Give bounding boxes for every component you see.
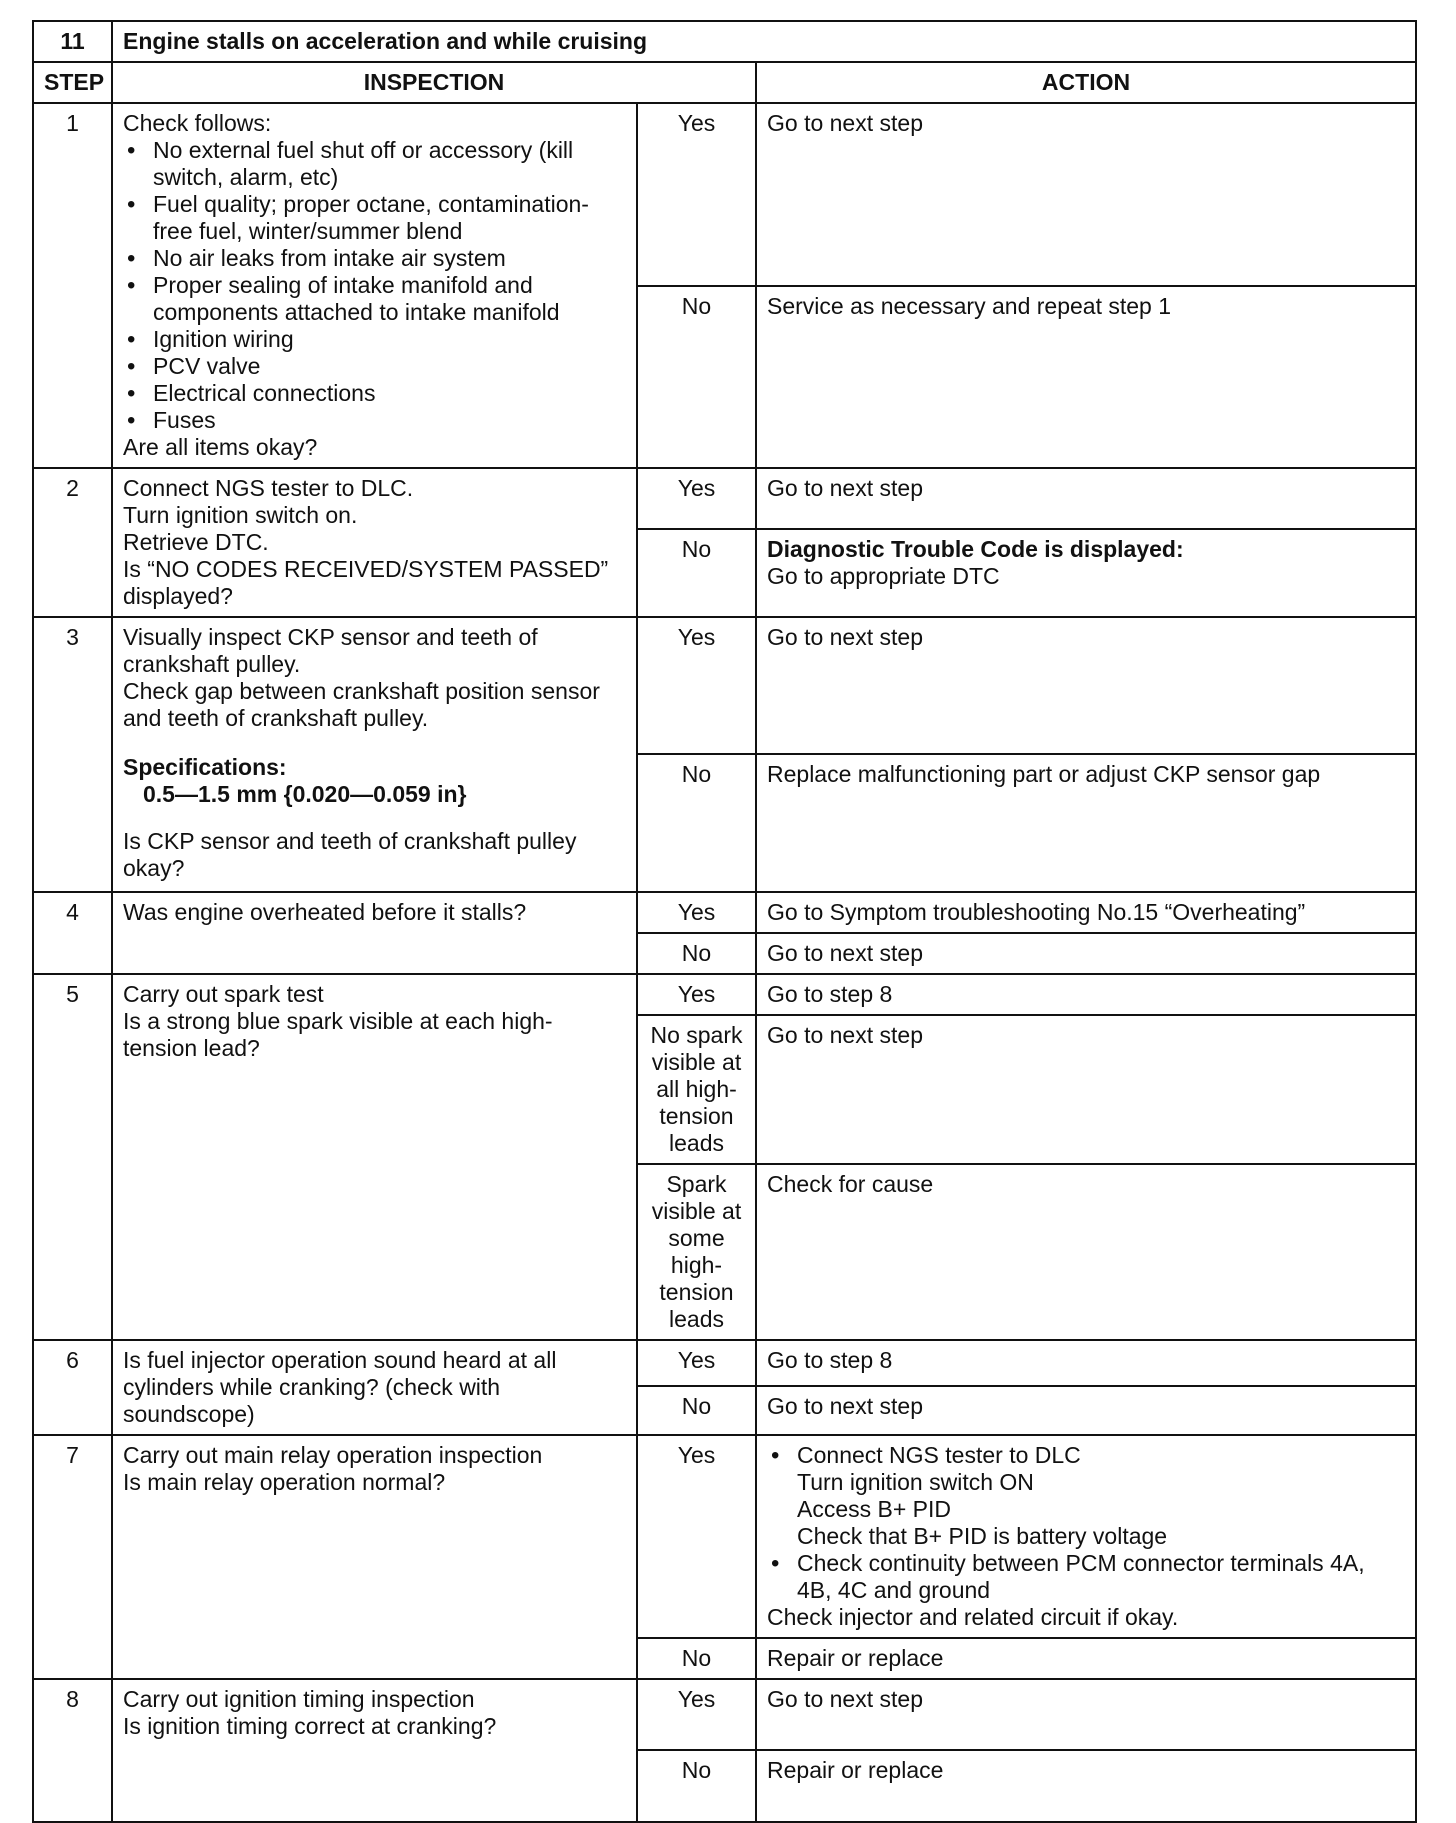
action-line: • Check continuity between PCM connector terminals 4A, 4B, 4C and ground xyxy=(797,1550,1365,1603)
answer-no: No xyxy=(637,1638,756,1679)
inspection-question: Are all items okay? xyxy=(123,434,318,460)
step-inspection xyxy=(112,974,637,1340)
action-text: Service as necessary and repeat step 1 xyxy=(756,286,1416,469)
step-inspection xyxy=(112,1679,637,1822)
troubleshooting-sheet xyxy=(32,20,1415,1823)
answer-no: No xyxy=(637,529,756,617)
answer-no: No xyxy=(637,933,756,974)
step-row xyxy=(33,974,1416,1015)
specification-value: 0.5—1.5 mm {0.020—0.059 in} xyxy=(143,781,467,807)
inspection-line: Carry out ignition timing inspection xyxy=(123,1686,475,1712)
action-text: Replace malfunctioning part or adjust CKP sensor gap xyxy=(756,754,1416,892)
step-inspection xyxy=(112,1340,637,1435)
step-number: 5 xyxy=(33,974,112,1340)
action-line: Check that B+ PID is battery voltage xyxy=(797,1523,1168,1549)
answer-yes: Yes xyxy=(637,1679,756,1750)
diagnostic-table xyxy=(32,20,1417,1823)
checklist-item: • PCV valve xyxy=(123,353,626,380)
action-text: Check for cause xyxy=(756,1164,1416,1340)
inspection-question: Is CKP sensor and teeth of crankshaft pulley okay? xyxy=(123,828,577,881)
inspection-line: Visually inspect CKP sensor and teeth of crankshaft pulley. xyxy=(123,624,538,677)
answer-yes: Yes xyxy=(637,617,756,754)
step-row xyxy=(33,1435,1416,1638)
action-text: Go to next step xyxy=(756,1679,1416,1750)
inspection-line: Is main relay operation normal? xyxy=(123,1469,446,1495)
step-number: 3 xyxy=(33,617,112,892)
title-row xyxy=(33,21,1416,62)
action-text: Go to appropriate DTC xyxy=(767,563,1000,590)
action-text: Go to next step xyxy=(756,1015,1416,1164)
answer-yes: Yes xyxy=(637,892,756,933)
step-row xyxy=(33,103,1416,286)
step-number: 2 xyxy=(33,468,112,617)
action-list-item xyxy=(767,1550,1405,1604)
inspection-line: Is fuel injector operation sound heard at all cylinders while cranking? (check with soundscope) xyxy=(123,1347,557,1427)
action-text: Go to next step xyxy=(756,468,1416,529)
action-text: Repair or replace xyxy=(756,1638,1416,1679)
step-number: 6 xyxy=(33,1340,112,1435)
step-number: 1 xyxy=(33,103,112,468)
answer-no-spark: No spark visible at all high-tension leads xyxy=(637,1015,756,1164)
col-action-header: ACTION xyxy=(756,62,1416,103)
answer-no: No xyxy=(637,1386,756,1435)
symptom-title: Engine stalls on acceleration and while cruising xyxy=(112,21,1416,62)
inspection-line: Connect NGS tester to DLC. xyxy=(123,475,414,501)
action-cell xyxy=(756,529,1416,617)
action-text: Go to next step xyxy=(756,617,1416,754)
step-inspection xyxy=(112,892,637,974)
step-number: 4 xyxy=(33,892,112,974)
action-text: Go to Symptom troubleshooting No.15 “Overheating” xyxy=(756,892,1416,933)
action-line: • Connect NGS tester to DLC xyxy=(797,1442,1081,1468)
inspection-line: Retrieve DTC. xyxy=(123,529,269,555)
step-number: 7 xyxy=(33,1435,112,1679)
answer-yes: Yes xyxy=(637,103,756,286)
inspection-line: Is ignition timing correct at cranking? xyxy=(123,1713,497,1739)
answer-no: No xyxy=(637,1750,756,1822)
answer-yes: Yes xyxy=(637,974,756,1015)
step-inspection xyxy=(112,468,637,617)
action-line: Turn ignition switch ON xyxy=(797,1469,1034,1495)
step-row xyxy=(33,468,1416,529)
answer-yes: Yes xyxy=(637,468,756,529)
inspection-line: Is a strong blue spark visible at each high-tension lead? xyxy=(123,1008,553,1061)
action-text: Go to step 8 xyxy=(756,974,1416,1015)
checklist-item: • Electrical connections xyxy=(123,380,626,407)
inspection-line: Turn ignition switch on. xyxy=(123,502,358,528)
checklist-item: • Fuel quality; proper octane, contamination-free fuel, winter/summer blend xyxy=(123,191,626,245)
step-row xyxy=(33,892,1416,933)
action-text: Go to step 8 xyxy=(756,1340,1416,1386)
answer-some-spark: Spark visible at some high-tension leads xyxy=(637,1164,756,1340)
step-row xyxy=(33,1679,1416,1750)
action-list xyxy=(767,1442,1405,1604)
column-header-row xyxy=(33,62,1416,103)
inspection-line: Was engine overheated before it stalls? xyxy=(123,899,527,925)
col-step-header: STEP xyxy=(33,62,112,103)
action-cell xyxy=(756,1435,1416,1638)
checklist-item: • No air leaks from intake air system xyxy=(123,245,626,272)
checklist xyxy=(123,137,626,434)
inspection-line: Carry out main relay operation inspection xyxy=(123,1442,543,1468)
action-text: Go to next step xyxy=(756,1386,1416,1435)
step-inspection xyxy=(112,617,637,892)
col-inspection-header: INSPECTION xyxy=(112,62,756,103)
inspection-line: Check gap between crankshaft position sensor and teeth of crankshaft pulley. xyxy=(123,678,600,731)
answer-no: No xyxy=(637,286,756,469)
checklist-item: • Fuses xyxy=(123,407,626,434)
action-text: Go to next step xyxy=(756,103,1416,286)
step-row xyxy=(33,617,1416,754)
action-text: Go to next step xyxy=(756,933,1416,974)
step-inspection xyxy=(112,1435,637,1679)
step-number: 8 xyxy=(33,1679,112,1822)
answer-yes: Yes xyxy=(637,1340,756,1386)
action-line: Access B+ PID xyxy=(797,1496,952,1522)
inspection-line: Is “NO CODES RECEIVED/SYSTEM PASSED” displayed? xyxy=(123,556,609,609)
action-bold-text: Diagnostic Trouble Code is displayed: xyxy=(767,536,1184,563)
checklist-item: • No external fuel shut off or accessory (kill switch, alarm, etc) xyxy=(123,137,626,191)
specification-label: Specifications: xyxy=(123,754,287,780)
inspection-intro: Check follows: xyxy=(123,110,272,136)
symptom-number: 11 xyxy=(33,21,112,62)
step-row xyxy=(33,1340,1416,1386)
action-text: Repair or replace xyxy=(756,1750,1416,1822)
action-footer: Check injector and related circuit if okay. xyxy=(767,1604,1179,1630)
answer-no: No xyxy=(637,754,756,892)
inspection-line: Carry out spark test xyxy=(123,981,324,1007)
step-inspection xyxy=(112,103,637,468)
checklist-item: • Ignition wiring xyxy=(123,326,626,353)
checklist-item: • Proper sealing of intake manifold and components attached to intake manifold xyxy=(123,272,626,326)
answer-yes: Yes xyxy=(637,1435,756,1638)
action-list-item xyxy=(767,1442,1405,1550)
